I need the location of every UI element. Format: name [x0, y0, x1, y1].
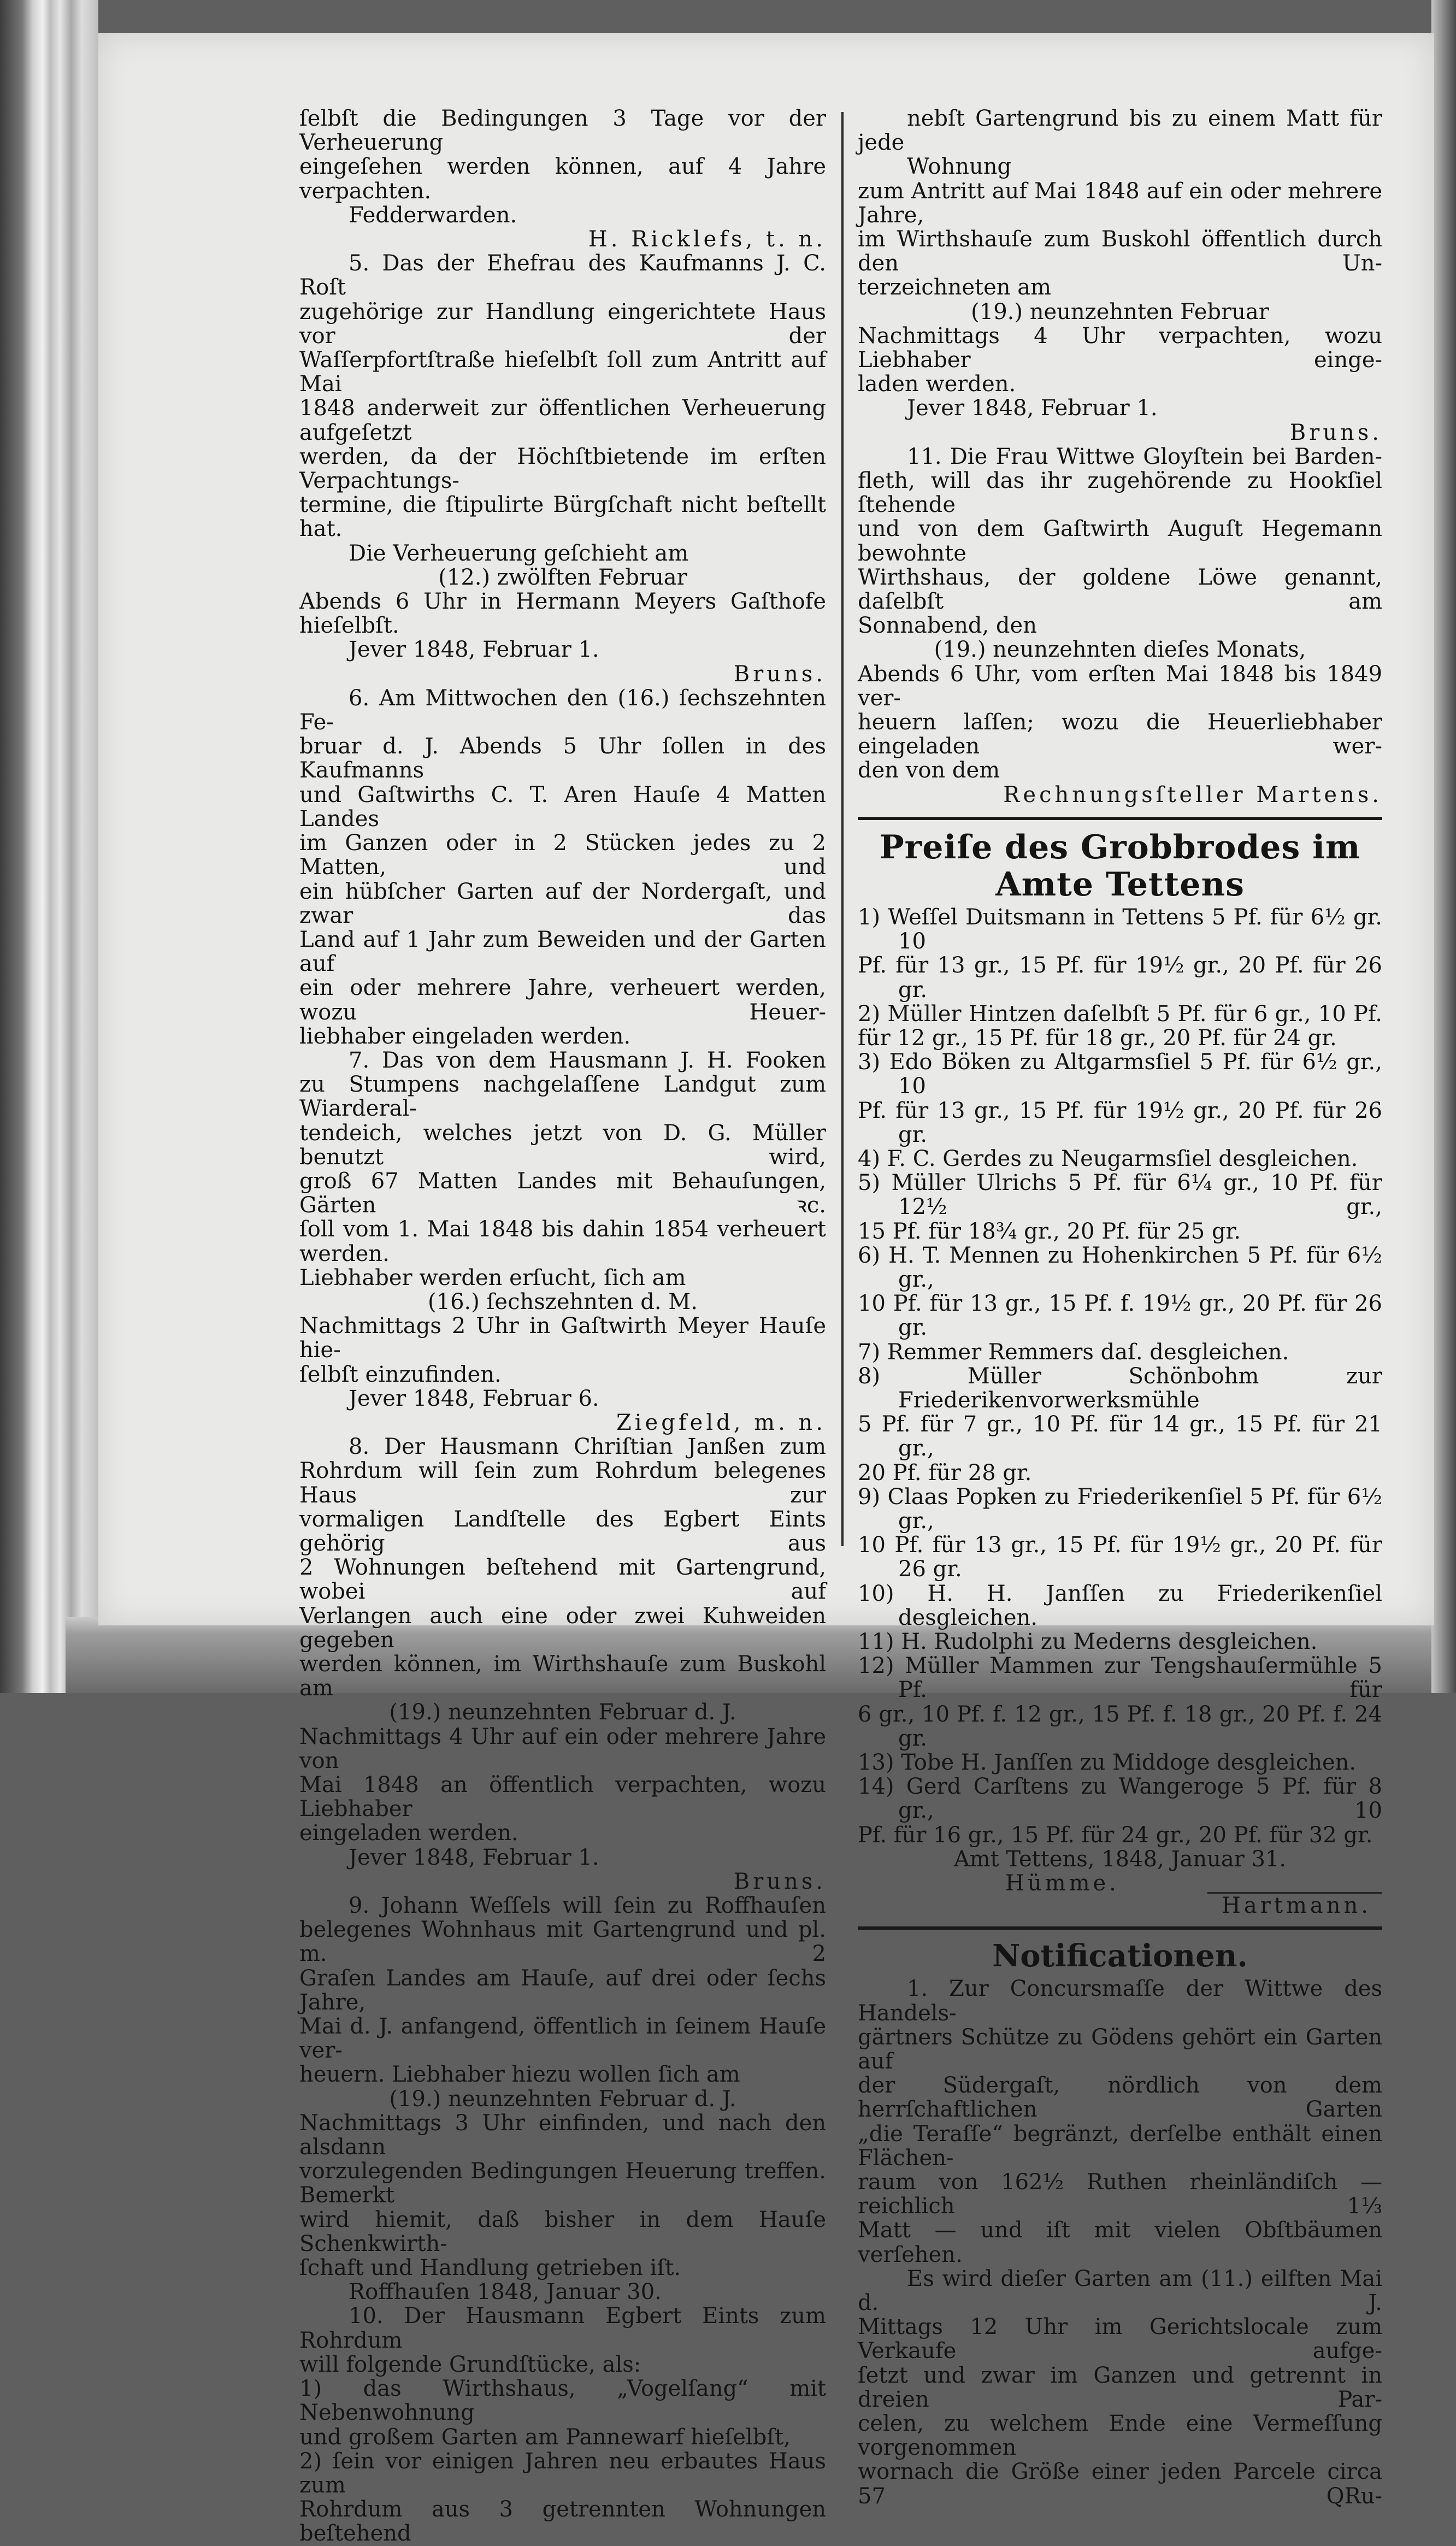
section-rule [858, 817, 1382, 820]
text-line: heuern. Liebhaber hiezu wollen ſich am [299, 2062, 740, 2088]
text-line: Liebhaber werden erſucht, ſich am [299, 1265, 686, 1290]
text-line: (19.) neunzehnten Februar d. J. [389, 2086, 736, 2112]
price-entry-line: 6) H. T. Mennen zu Hohenkirchen 5 Pf. für 6½ gr., [858, 1242, 1382, 1292]
text-line: H. Ricklefs, t. n. [588, 227, 826, 252]
notifications-text [858, 1977, 1382, 2508]
text-line: Land auf 1 Jahr zum Beweiden und der Garten auf [299, 927, 826, 977]
price-entry-line: 12) Müller Mammen zur Tengshauſermühle 5 Pf. für [858, 1653, 1382, 1703]
column-divider [841, 112, 844, 1546]
text-line: Jever 1848, Februar 1. [349, 1844, 599, 1870]
text-line: vorzulegenden Bedingungen Heuerung treffen. Bemerkt [299, 2159, 826, 2208]
text-line: und großem Garten am Pannewarf hieſelbſt, [299, 2424, 791, 2450]
text-line: den von dem [858, 758, 1000, 783]
notification-line: 1. Zur Concursmaſſe der Wittwe des Handels- [858, 1976, 1382, 2026]
text-line: zu Stumpens nachgelaſſene Landgut zum Wiarderal- [299, 1072, 826, 1122]
notification-line: celen, zu welchem Ende eine Vermeſſung vorgenommen [858, 2411, 1382, 2461]
price-entry-line: 14) Gerd Carſtens zu Wangeroge 5 Pf. für 8 gr., 10 [858, 1774, 1382, 1824]
text-line: im Ganzen oder in 2 Stücken jedes zu 2 Matten, und [299, 830, 826, 880]
left-column [299, 107, 826, 2546]
text-line: 5. Das der Ehefrau des Kaufmanns J. C. Roſt [299, 251, 826, 300]
text-line: 2 Wohnungen beſtehend mit Gartengrund, wobei auf [299, 1555, 826, 1605]
text-line: Bruns. [733, 1869, 826, 1894]
text-line: Die Verheuerung geſchieht am [349, 540, 689, 566]
text-line: Bruns. [733, 661, 826, 687]
text-line: 1) das Wirthshaus, „Vogelſang“ mit Nebenwohnung [299, 2376, 826, 2426]
text-line: Nachmittags 4 Uhr verpachten, wozu Liebhaber einge- [858, 323, 1382, 373]
text-line: Bruns. [1289, 420, 1382, 445]
text-line: eingeladen werden. [299, 1820, 518, 1846]
price-entry-line: 1) Weſſel Duitsmann in Tettens 5 Pf. für 6½ gr. 10 [858, 904, 1382, 954]
price-entry-line: 10 Pf. für 13 gr., 15 Pf. für 19½ gr., 20 Pf. für 26 gr. [858, 1533, 1382, 1582]
text-line: Roffhauſen 1848, Januar 30. [349, 2279, 662, 2305]
notices-continued [858, 107, 1382, 807]
text-line: Jever 1848, Februar 6. [349, 1386, 599, 1411]
price-entry-line: 3) Edo Böken zu Altgarmsſiel 5 Pf. für 6½ gr., 10 [858, 1050, 1382, 1099]
text-line: ein oder mehrere Jahre, verheuert werden, wozu Heuer- [299, 975, 826, 1025]
text-line: und von dem Gaſtwirth Auguſt Hegemann bewohnte [858, 516, 1382, 566]
text-line: liebhaber eingeladen werden. [299, 1023, 631, 1049]
price-entry-line: 2) Müller Hintzen daſelbſt 5 Pf. für 6 gr., 10 Pf. [858, 1001, 1382, 1027]
text-line: will folgende Grundſtücke, als: [299, 2351, 641, 2377]
text-line: 10. Der Hausmann Egbert Eints zum Rohrdum [299, 2303, 826, 2353]
text-line: Nachmittags 4 Uhr auf ein oder mehrere Jahre von [299, 1724, 826, 1773]
text-line: Sonnabend, den [858, 613, 1037, 639]
text-line: 7. Das von dem Hausmann J. H. Fooken [349, 1047, 826, 1073]
price-place-date: Amt Tettens, 1848, Januar 31. [953, 1846, 1287, 1872]
price-entry-line: 8) Müller Schönbohm zur Friederikenvorwerksmühle [858, 1363, 1382, 1413]
notification-line: wornach die Größe einer jeden Parcele circa 57 QRu- [858, 2459, 1382, 2509]
text-line: wird hiemit, daß bisher in dem Hauſe Schenkwirth- [299, 2207, 826, 2256]
text-line: Rechnungsſteller Martens. [1003, 782, 1382, 808]
text-line: 8. Der Hausmann Chriſtian Janßen zum [349, 1434, 826, 1460]
text-line: laden werden. [858, 372, 1016, 397]
text-line: nebſt Gartengrund bis zu einem Matt für jede [858, 106, 1382, 156]
text-line: zugehörige zur Handlung eingerichtete Haus vor der [299, 299, 826, 349]
text-line: ſoll vom 1. Mai 1848 bis dahin 1854 verheuert werden. [299, 1217, 826, 1266]
price-entry-line: Pf. für 13 gr., 15 Pf. für 19½ gr., 20 Pf. für 26 gr. [858, 1098, 1382, 1147]
text-line: und Gaſtwirths C. T. Aren Hauſe 4 Matten Landes [299, 782, 826, 832]
price-entry-line: 13) Tobe H. Janſſen zu Middoge desgleichen. [858, 1750, 1357, 1775]
notification-line: der Südergaſt, nördlich von dem herrſchaftlichen Garten [858, 2073, 1382, 2123]
text-line: im Wirthshauſe zum Buskohl öffentlich durch den Un- [858, 227, 1382, 276]
text-line: belegenes Wohnhaus mit Gartengrund und pl. m. 2 [299, 1917, 826, 1967]
text-line: 1848 anderweit zur öffentlichen Verheuerung aufgeſetzt [299, 396, 826, 445]
price-entry-line: für 12 gr., 15 Pf. für 18 gr., 20 Pf. für 24 gr. [858, 1025, 1337, 1051]
text-line: 11. Die Frau Wittwe Gloyſtein bei Barden- [907, 444, 1382, 469]
right-column [858, 107, 1382, 2508]
text-line: (12.) zwölften Februar [438, 564, 687, 590]
text-line: groß 67 Matten Landes mit Behauſungen, Gärten ꝛc. [299, 1168, 826, 1218]
price-entry-line: 20 Pf. für 28 gr. [858, 1460, 1032, 1486]
notification-line: Mittags 12 Uhr im Gerichtslocale zum Verkaufe aufge- [858, 2314, 1382, 2364]
price-entry-line: 11) H. Rudolphi zu Mederns desgleichen. [858, 1629, 1318, 1654]
right-page-edge [1431, 0, 1456, 1693]
text-line: ein hübſcher Garten auf der Nordergaſt, und zwar das [299, 879, 826, 928]
text-line: (19.) neunzehnten Februar d. J. [389, 1700, 736, 1725]
price-heading: Preiſe des Grobbrodes im Amte Tettens [879, 828, 1361, 904]
text-line: ſelbſt einzufinden. [299, 1362, 502, 1387]
price-list [858, 905, 1382, 1847]
price-entry-line: 15 Pf. für 18¾ gr., 20 Pf. für 25 gr. [858, 1218, 1241, 1244]
notification-line: Es wird dieſer Garten am (11.) eilften Mai d. J. [858, 2266, 1382, 2316]
text-line: heuern laſſen; wozu die Heuerliebhaber eingeladen wer- [858, 710, 1382, 759]
notification-line: gärtners Schütze zu Gödens gehört ein Garten auf [858, 2024, 1382, 2074]
price-entry-line: 5) Müller Ulrichs 5 Pf. für 6¼ gr., 10 Pf. für 12½ gr., [858, 1170, 1382, 1220]
text-line: werden können, im Wirthshauſe zum Buskohl am [299, 1652, 826, 1701]
price-entry-line: 7) Remmer Remmers daſ. desgleichen. [858, 1339, 1289, 1365]
text-line: werden, da der Höchſtbietende im erſten Verpachtungs- [299, 444, 826, 494]
notification-line: raum von 162½ Ruthen rheinländiſch — reichlich 1⅓ [858, 2170, 1382, 2219]
signature-hartmann: Hartmann. [1222, 1893, 1371, 1919]
price-entry-line: 6 gr., 10 Pf. f. 12 gr., 15 Pf. f. 18 gr., 20 Pf. f. 24 gr. [858, 1701, 1382, 1751]
section-rule-2 [858, 1926, 1382, 1930]
text-line: Wirthshaus, der goldene Löwe genannt, daſelbſt am [858, 564, 1382, 615]
notification-line: ſetzt und zwar im Ganzen und getrennt in dreien Par- [858, 2362, 1382, 2412]
notification-line: Matt — und iſt mit vielen Obſtbäumen verſehen. [858, 2218, 1382, 2267]
text-line: terzeichneten am [858, 275, 1052, 300]
text-line: (19.) neunzehnten Februar [971, 299, 1269, 325]
text-line: fleth, will das ihr zugehörende zu Hookſiel ſtehende [858, 468, 1382, 518]
text-line: ſelbſt die Bedingungen 3 Tage vor der Verheuerung [299, 106, 826, 156]
text-line: tendeich, welches jetzt von D. G. Müller benutzt wird, [299, 1120, 826, 1170]
text-line: eingeſehen werden können, auf 4 Jahre verpachten. [299, 154, 826, 204]
price-entry-line: 10 Pf. für 13 gr., 15 Pf. f. 19½ gr., 20 Pf. für 26 gr. [858, 1291, 1382, 1341]
book-binding [0, 0, 98, 1693]
text-line: Abends 6 Uhr, vom erſten Mai 1848 bis 1849 ver- [858, 661, 1382, 711]
text-line: zum Antritt auf Mai 1848 auf ein oder mehrere Jahre, [858, 178, 1382, 228]
text-line: 6. Am Mittwochen den (16.) ſechszehnten Fe- [299, 685, 826, 735]
text-line: Jever 1848, Februar 1. [349, 637, 599, 663]
text-line: Waſſerpfortſtraße hieſelbſt ſoll zum Antritt auf Mai [299, 347, 826, 397]
text-line: Jever 1848, Februar 1. [907, 396, 1158, 421]
text-line: Abends 6 Uhr in Hermann Meyers Gaſthofe hieſelbſt. [299, 589, 826, 639]
text-line: vormaligen Landſtelle des Egbert Eints gehörig aus [299, 1506, 826, 1556]
price-entry-line: 4) F. C. Gerdes zu Neugarmsſiel desgleichen. [858, 1146, 1358, 1171]
price-entry-line: 10) H. H. Janſſen zu Friederikenſiel desgleichen. [858, 1581, 1382, 1630]
text-line: bruar d. J. Abends 5 Uhr ſollen in des Kaufmanns [299, 734, 826, 783]
text-line: Mai 1848 an öffentlich verpachten, wozu Liebhaber [299, 1772, 826, 1822]
signature-huemme: Hümme. [1005, 1871, 1119, 1896]
text-line: Wohnung [907, 154, 1012, 180]
notifications-heading: Notificationen. [992, 1938, 1248, 1975]
text-line: 9. Johann Weſſels will ſein zu Roffhauſen [349, 1893, 826, 1919]
text-line: Nachmittags 2 Uhr in Gaſtwirth Meyer Hauſe hie- [299, 1313, 826, 1363]
text-line: 2) ſein vor einigen Jahren neu erbautes Haus zum [299, 2448, 826, 2498]
notification-line: „die Teraſſe“ begränzt, derſelbe enthält einen Flächen- [858, 2121, 1382, 2171]
text-line: ſchaft und Handlung getrieben iſt. [299, 2255, 681, 2281]
price-entry-line: 5 Pf. für 7 gr., 10 Pf. für 14 gr., 15 Pf. für 21 gr., [858, 1412, 1382, 1461]
price-entry-line: Pf. für 16 gr., 15 Pf. für 24 gr., 20 Pf. für 32 gr. [858, 1822, 1373, 1848]
price-entry-line: 9) Claas Popken zu Friederikenſiel 5 Pf. für 6½ gr., [858, 1484, 1382, 1534]
text-line: Graſen Landes am Hauſe, auf drei oder ſechs Jahre, [299, 1965, 826, 2015]
text-line: Ziegfeld, m. n. [616, 1410, 826, 1435]
text-line: Rohrdum will ſein zum Rohrdum belegenes Haus zur [299, 1458, 826, 1508]
text-line: Rohrdum aus 3 getrennten Wohnungen beſtehend [299, 2497, 826, 2546]
text-line: termine, die ſtipulirte Bürgſchaft nicht beſtellt hat. [299, 492, 826, 542]
text-line: Fedderwarden. [349, 202, 517, 228]
text-line: (16.) ſechszehnten d. M. [428, 1289, 698, 1315]
text-line: Nachmittags 3 Uhr einfinden, und nach den alsdann [299, 2110, 826, 2160]
price-entry-line: Pf. für 13 gr., 15 Pf. für 19½ gr., 20 Pf. für 26 gr. [858, 953, 1382, 1003]
text-line: Mai d. J. anfangend, öffentlich in ſeinem Hauſe ver- [299, 2014, 826, 2064]
text-line: Verlangen auch eine oder zwei Kuhweiden gegeben [299, 1603, 826, 1653]
text-line: (19.) neunzehnten dieſes Monats, [934, 637, 1306, 663]
